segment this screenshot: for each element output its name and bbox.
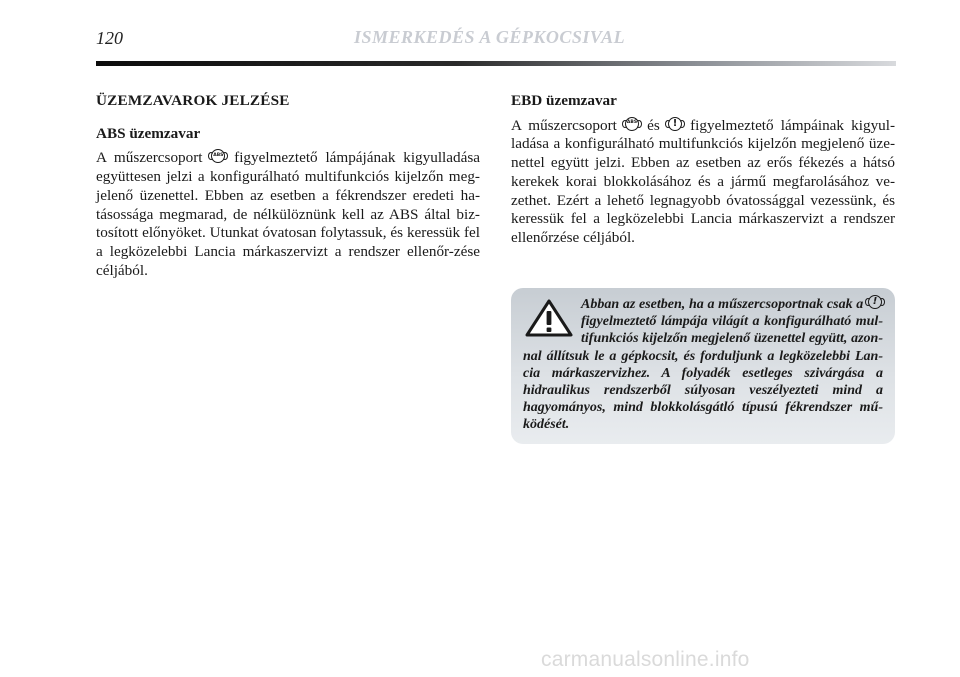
abs-text-before-icon: A műszercsoport [96,149,203,167]
warning-text [523,295,883,434]
abs-lamp-label: ABS [626,120,638,126]
abs-warning-lamp-icon [211,149,225,163]
warning-box [511,288,895,444]
brake-lamp-symbol: ! [672,117,678,129]
left-column [96,92,480,280]
ebd-text-conjunction: és [647,116,660,134]
brake-warning-lamp-icon [668,117,682,131]
right-column [511,92,895,248]
abs-fault-paragraph [96,149,480,280]
ebd-text-before-icon: A műszercsoport [511,116,617,134]
section-title: ÜZEMZAVAROK JELZÉSE [96,92,290,109]
chapter-title: ISMERKEDÉS A GÉPKOCSIVAL [354,27,626,47]
brake-lamp-symbol: ! [872,296,878,307]
warning-text-after-icon: figyelmeztető lámpája világít a konfigurálható mul-tifunkciós kijelzőn megjelenő üzenettel együtt, azon-nal állítsuk le a gépkocsit, és forduljunk a legközelebbi Lan-cia márkaszervizhez. A folyadék esetleges szivárgása a hidraulikus rendszerből súlyosan veszélyezteti mind a hagyományos, mind blokkolásgátló típusú fékrendszer mű-ködését. [523,314,883,433]
warning-text-before-icon: Abban az esetben, ha a műszercsoportnak csak a [581,297,864,312]
ebd-fault-title: EBD üzemzavar [511,92,617,109]
abs-text-after-icon: figyelmeztető lámpájának kigyulladása együttesen jelzi a konfigurálható multifunkciós kijelzőn meg-jelenő üzenettel. Ebben az esetben a fékrendszer eredeti ha-tásossága megmarad, de nélkülöznünk kell az ABS által biz-tosított előnyöket. Utunkat óvatosan folytassuk, és keressük fel a legközelebbi Lancia márkaszervizt a rendszer ellenőr-zése céljából. [96,149,481,279]
abs-warning-lamp-icon [625,117,639,131]
abs-fault-title: ABS üzemzavar [96,124,201,142]
brake-warning-lamp-icon [868,295,882,309]
page-number: 120 [96,28,123,48]
header-rule [96,61,896,66]
ebd-fault-paragraph [511,117,895,248]
abs-lamp-label: ABS [213,152,224,158]
watermark: carmanualsonline.info [541,648,750,671]
ebd-text-after-icons: figyelmeztető lámpáinak kigyul-ladása a konfigurálható multifunkciós kijelzőn megjelenő üze-nettel együtt jelzi. Ebben az esetben az erős fékezés a hátsó kerekek korai blokkolásához és a jármű megfarolásához ve-zethet. Ezért a lehető legnagyobb óvatossággal vezessünk, és keressük fel a legközelebbi Lancia márkaszervizt a rendszer ellenőrzése céljából. [511,116,896,246]
warning-triangle-icon [525,299,573,337]
